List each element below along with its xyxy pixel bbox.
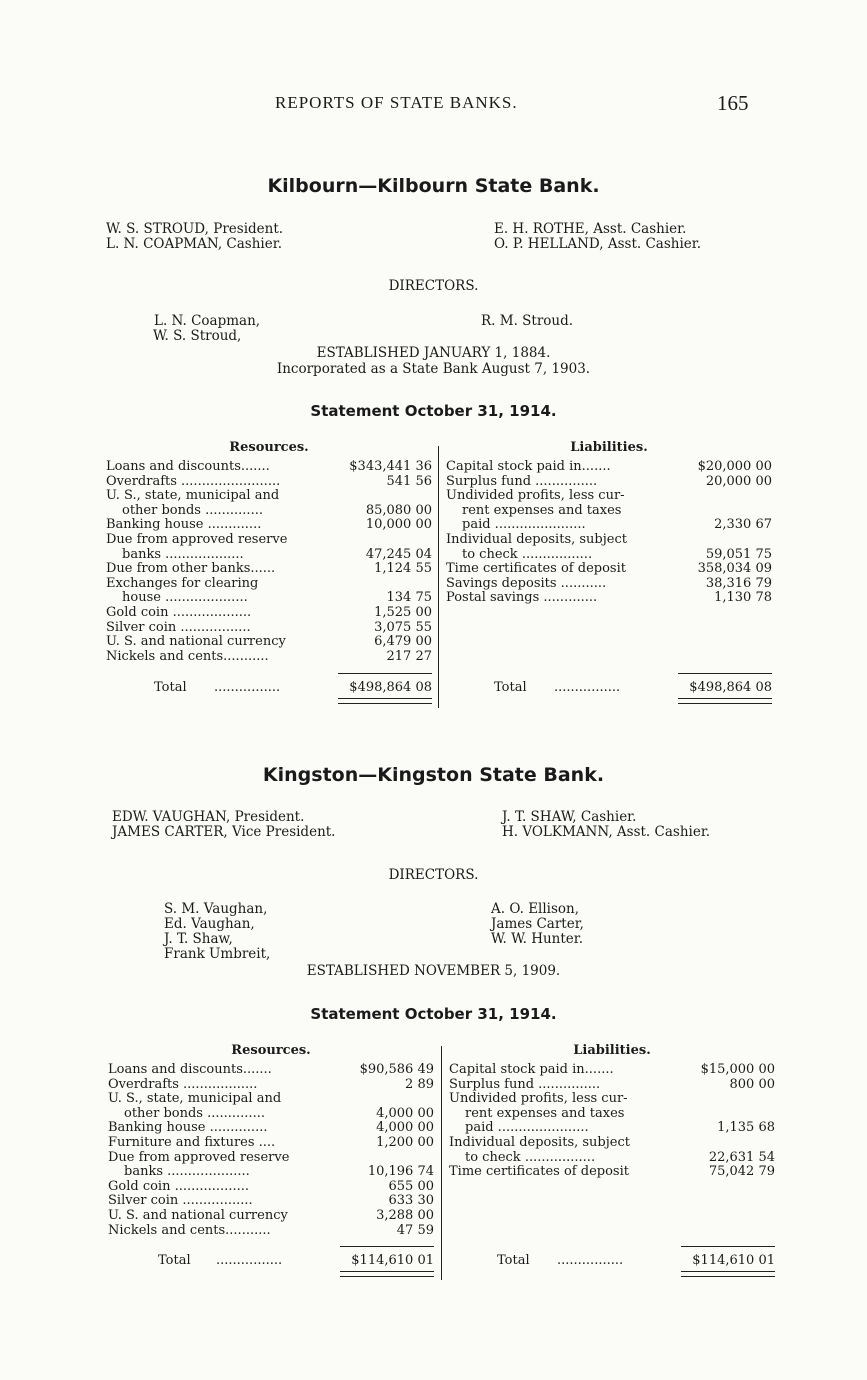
list-item: to check ................. 22,631 54 <box>465 1149 775 1165</box>
column-divider <box>438 446 439 708</box>
officer-line: EDW. VAUGHAN, President. <box>112 809 305 825</box>
list-item: Banking house .............. 4,000 00 <box>108 1120 434 1136</box>
list-item: Overdrafts ........................ 541 56 <box>106 473 432 489</box>
total-dots: ................ <box>557 1253 624 1268</box>
list-item: Time certificates of deposit 75,042 79 <box>449 1164 775 1180</box>
liabilities-total: $114,610 01 <box>692 1253 775 1268</box>
established-date: ESTABLISHED NOVEMBER 5, 1909. <box>306 963 561 979</box>
list-item: U. S., state, municipal and <box>106 489 280 504</box>
list-item: to check ................. 59,051 75 <box>462 546 772 562</box>
list-item: Due from other banks...... 1,124 55 <box>106 561 432 577</box>
directors-right <box>491 902 584 947</box>
total-double-rule <box>340 1271 434 1277</box>
list-item: paid ...................... 2,330 67 <box>462 517 772 533</box>
list-item: Exchanges for clearing <box>106 576 259 591</box>
list-item: banks ................... 47,245 04 <box>122 546 432 562</box>
incorporated-date: Incorporated as a State Bank August 7, 1903. <box>276 361 591 377</box>
director-name: J. T. Shaw, <box>164 931 233 947</box>
established-date: ESTABLISHED JANUARY 1, 1884. <box>316 345 551 361</box>
page-number: 165 <box>717 91 749 115</box>
list-item: Furniture and fixtures .... 1,200 00 <box>108 1134 434 1150</box>
list-item: other bonds .............. 4,000 00 <box>124 1105 434 1121</box>
directors-left <box>154 314 260 344</box>
total-double-rule <box>678 698 772 704</box>
list-item: rent expenses and taxes <box>462 503 622 518</box>
bank-title-kingston: Kingston—Kingston State Bank. <box>262 764 605 786</box>
resources-total: $498,864 08 <box>349 680 432 695</box>
director-name: S. M. Vaughan, <box>164 901 268 917</box>
list-item: Due from approved reserve <box>108 1150 290 1165</box>
list-item: Surplus fund ............... 20,000 00 <box>446 473 772 489</box>
officer-line: L. N. COAPMAN, Cashier. <box>106 236 282 252</box>
list-item: Postal savings ............. 1,130 78 <box>446 590 772 606</box>
list-item: Silver coin ................. 3,075 55 <box>106 619 432 635</box>
bank-title-kilbourn: Kilbourn—Kilbourn State Bank. <box>267 175 600 197</box>
total-dots: ................ <box>214 680 281 695</box>
list-item: paid ...................... 1,135 68 <box>465 1120 775 1136</box>
officers-right <box>494 222 701 252</box>
officer-line: J. T. SHAW, Cashier. <box>502 809 637 825</box>
directors-right <box>481 314 573 329</box>
resources-total: $114,610 01 <box>351 1253 434 1268</box>
list-item: U. S. and national currency 6,479 00 <box>106 634 432 650</box>
total-label: Total <box>158 1253 191 1268</box>
running-title: REPORTS OF STATE BANKS. <box>275 93 518 112</box>
list-item: Undivided profits, less cur- <box>449 1092 628 1107</box>
officer-line: E. H. ROTHE, Asst. Cashier. <box>494 221 687 237</box>
total-double-rule <box>338 698 432 704</box>
list-item: banks .................... 10,196 74 <box>124 1164 434 1180</box>
director-name: Frank Umbreit, <box>164 946 271 962</box>
list-item: Silver coin ................. 633 30 <box>108 1193 434 1209</box>
directors-heading: DIRECTORS. <box>388 867 479 883</box>
list-item: Overdrafts .................. 2 89 <box>108 1076 434 1092</box>
list-item: Individual deposits, subject <box>446 532 627 547</box>
list-item: Nickels and cents........... 47 59 <box>108 1222 434 1238</box>
director-name: W. S. Stroud, <box>153 328 242 344</box>
subtotal-rule <box>340 1246 434 1247</box>
list-item: U. S., state, municipal and <box>108 1092 282 1107</box>
list-item: Nickels and cents........... 217 27 <box>106 648 432 664</box>
list-item: Undivided profits, less cur- <box>446 489 625 504</box>
list-item: Due from approved reserve <box>106 532 288 547</box>
list-item: house .................... 134 75 <box>122 590 432 606</box>
liabilities-heading: Liabilities. <box>570 440 648 455</box>
column-divider <box>441 1046 442 1280</box>
director-name: R. M. Stroud. <box>481 313 574 329</box>
total-double-rule <box>681 1271 775 1277</box>
liabilities-list <box>449 1063 775 1180</box>
list-item: Capital stock paid in....... $15,000 00 <box>449 1062 775 1077</box>
list-item: Individual deposits, subject <box>449 1135 630 1150</box>
list-item: Banking house ............. 10,000 00 <box>106 517 432 533</box>
list-item: Savings deposits ........... 38,316 79 <box>446 575 772 591</box>
total-label: Total <box>497 1253 530 1268</box>
list-item: rent expenses and taxes <box>465 1106 625 1121</box>
subtotal-rule <box>678 673 772 674</box>
directors-heading: DIRECTORS. <box>388 278 479 294</box>
total-label: Total <box>154 680 187 695</box>
statement-title: Statement October 31, 1914. <box>310 1005 557 1023</box>
officer-line: W. S. STROUD, President. <box>106 221 284 237</box>
officers-left <box>106 222 283 252</box>
list-item: other bonds .............. 85,080 00 <box>122 502 432 518</box>
resources-list <box>108 1063 434 1238</box>
officer-line: O. P. HELLAND, Asst. Cashier. <box>494 236 702 252</box>
resources-list <box>106 460 432 664</box>
subtotal-rule <box>338 673 432 674</box>
liabilities-total: $498,864 08 <box>689 680 772 695</box>
liabilities-heading: Liabilities. <box>573 1043 651 1058</box>
director-name: Ed. Vaughan, <box>164 916 255 932</box>
statement-title: Statement October 31, 1914. <box>310 402 557 420</box>
list-item: Loans and discounts....... $90,586 49 <box>108 1062 434 1077</box>
resources-heading: Resources. <box>231 1043 311 1058</box>
directors-left <box>164 902 270 962</box>
officers-left <box>112 810 335 840</box>
list-item: U. S. and national currency 3,288 00 <box>108 1207 434 1223</box>
total-dots: ................ <box>554 680 621 695</box>
liabilities-list <box>446 460 772 606</box>
director-name: L. N. Coapman, <box>154 313 261 329</box>
officer-line: JAMES CARTER, Vice President. <box>112 824 336 840</box>
list-item: Gold coin ................... 1,525 00 <box>106 604 432 620</box>
resources-heading: Resources. <box>229 440 309 455</box>
total-dots: ................ <box>216 1253 283 1268</box>
subtotal-rule <box>681 1246 775 1247</box>
list-item: Gold coin .................. 655 00 <box>108 1178 434 1194</box>
director-name: W. W. Hunter. <box>491 931 584 947</box>
list-item: Loans and discounts....... $343,441 36 <box>106 459 432 474</box>
total-label: Total <box>494 680 527 695</box>
list-item: Capital stock paid in....... $20,000 00 <box>446 459 772 474</box>
director-name: James Carter, <box>491 916 584 932</box>
officers-right <box>502 810 710 840</box>
list-item: Surplus fund ............... 800 00 <box>449 1076 775 1092</box>
officer-line: H. VOLKMANN, Asst. Cashier. <box>502 824 711 840</box>
director-name: A. O. Ellison, <box>491 901 580 917</box>
list-item: Time certificates of deposit 358,034 09 <box>446 561 772 577</box>
